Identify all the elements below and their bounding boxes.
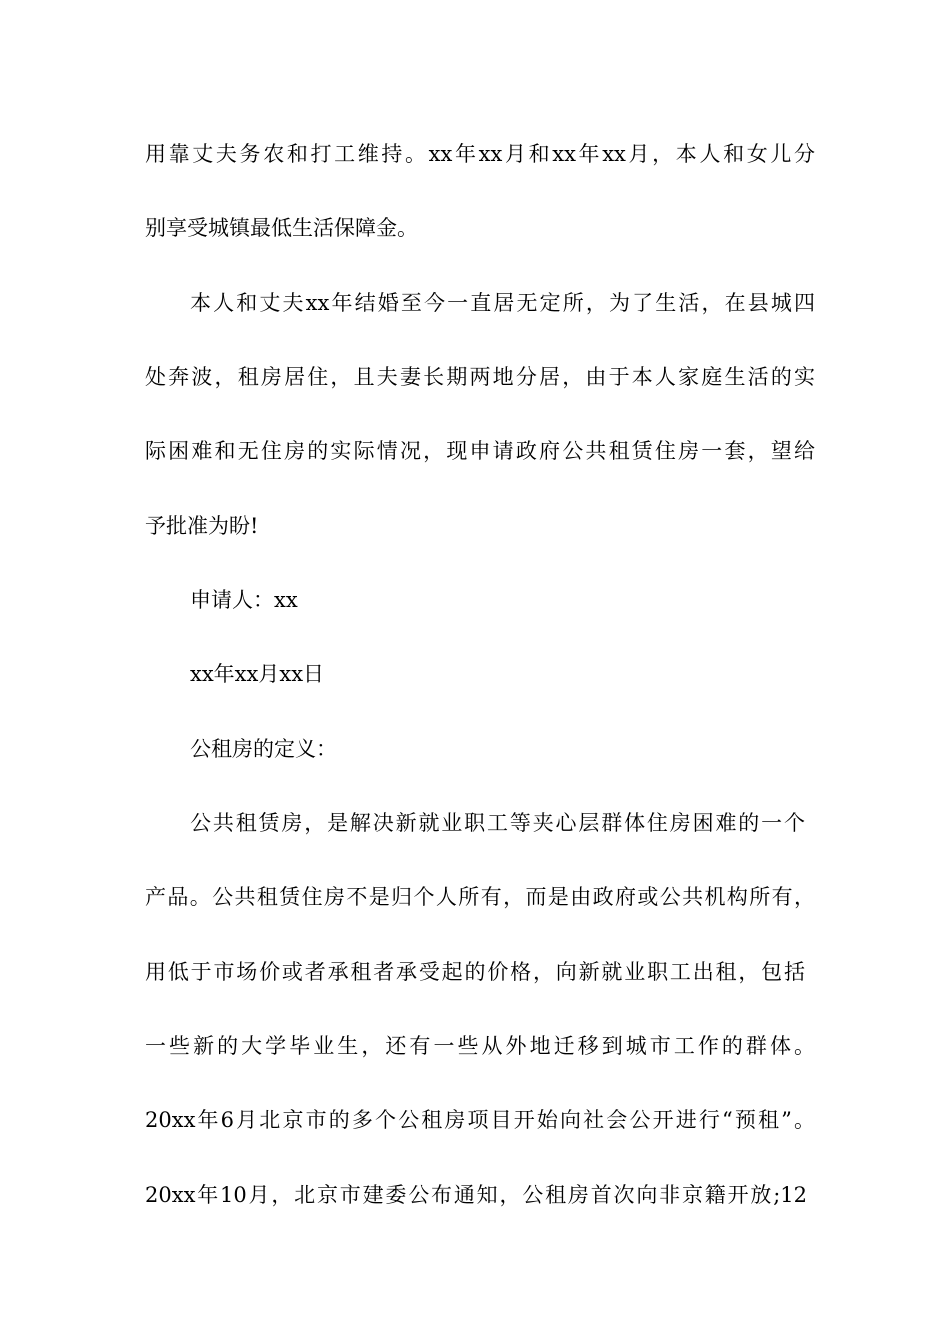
- text-line: 一些新的大学毕业生，还有一些从外地迁移到城市工作的群体。: [145, 1034, 815, 1058]
- text-line: 20xx年10月，北京市建委公布通知，公租房首次向非京籍开放;12: [145, 1183, 807, 1207]
- text-line: 20xx年6月北京市的多个公租房项目开始向社会公开进行“预租”。: [145, 1108, 815, 1132]
- section-heading: 公租房的定义：: [190, 737, 337, 761]
- date-line: xx年xx月xx日: [190, 662, 325, 686]
- applicant-line: 申请人：xx: [190, 588, 298, 612]
- text-line: 产品。公共租赁住房不是归个人所有，而是由政府或公共机构所有，: [145, 885, 815, 909]
- text-line: 际困难和无住房的实际情况，现申请政府公共租赁住房一套，望给: [145, 439, 815, 463]
- text-line: 用靠丈夫务农和打工维持。xx年xx月和xx年xx月，本人和女儿分: [145, 142, 815, 166]
- paragraph-first-line: 公共租赁房，是解决新就业职工等夹心层群体住房困难的一个: [190, 811, 805, 835]
- text-line: 用低于市场价或者承租者承受起的价格，向新就业职工出租，包括: [145, 960, 805, 984]
- text-line: 予批准为盼!: [145, 514, 259, 538]
- text-line: 别享受城镇最低生活保障金。: [145, 216, 418, 240]
- paragraph-first-line: 本人和丈夫xx年结婚至今一直居无定所，为了生活，在县城四: [190, 291, 815, 315]
- text-line: 处奔波，租房居住，且夫妻长期两地分居，由于本人家庭生活的实: [145, 365, 815, 389]
